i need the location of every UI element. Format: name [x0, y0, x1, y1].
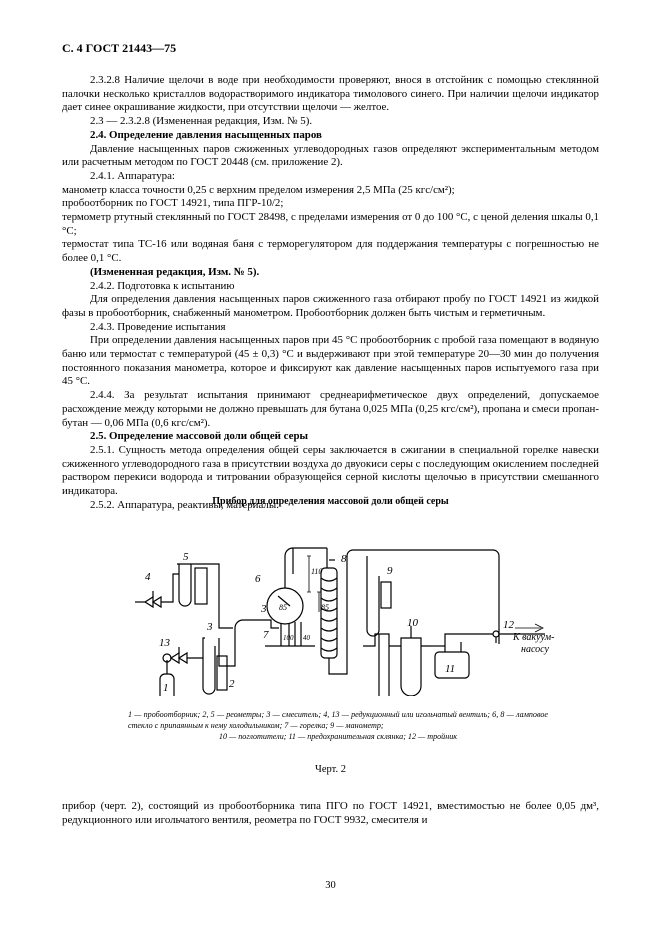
paragraph: 2.4. Определение давления насыщенных паров: [90, 128, 322, 141]
valve-4: [145, 591, 161, 607]
continuation-text: [62, 799, 599, 827]
dimension-label-85b: 85: [321, 603, 329, 612]
paragraph: Давление насыщенных паров сжиженных углеводородных газов определяют экспериментальным методом или расчетным методом по ГОСТ 20448 (см. приложение 2).: [62, 142, 599, 169]
paragraph: 2.3.2.8 Наличие щелочи в воде при необходимости проверяют, внося в отстойник с помощью стеклянной палочки несколько кристаллов водорастворимого индикатора тимолового синего. При наличии щелочи индикатор дает синее окрашивание жидкости, при отсутствии щелочи — желтое.: [62, 74, 599, 114]
vacuum-label-line1: К вакуум-: [513, 632, 555, 643]
paragraph: 2.3 — 2.3.2.8 (Измененная редакция, Изм. № 5).: [90, 115, 313, 128]
legend-line-2: 10 — поглотители; 11 — предохранительная склянка; 12 — тройник: [218, 732, 458, 741]
dimension-label-110: 110: [311, 567, 323, 576]
apparatus-diagram: [115, 516, 575, 696]
body-text: [62, 74, 599, 513]
paragraph: 2.5. Определение массовой доли общей серы: [90, 430, 309, 443]
label-7: 7: [263, 629, 269, 641]
label-8: 8: [341, 553, 347, 565]
mixer-3: [219, 620, 265, 666]
paragraph: пробоотборник по ГОСТ 14921, типа ПГР-10/2;: [62, 197, 284, 210]
vacuum-label-line2: насосу: [521, 644, 549, 655]
label-3b: 3: [261, 603, 267, 615]
label-5: 5: [183, 551, 189, 563]
lamp-glass-6: [267, 548, 327, 646]
dimension-label-85a: 85: [279, 603, 287, 612]
label-9: 9: [387, 565, 393, 577]
figure-title: Прибор для определения массовой доли общей серы: [212, 496, 449, 507]
label-13: 13: [159, 637, 170, 649]
paragraph: При определении давления насыщенных паров при 45 °С пробоотборник с пробой газа помещают в водяную баню или термостат с температурой (45 ± 0,3) °С и выдерживают при этой температуре 20—30 мин до получения постоянного показания манометра, которое и фиксируют как давление насыщенных паров испытуемого газа при 45 °С.: [62, 334, 599, 388]
reometer-2: [203, 646, 227, 694]
label-11: 11: [445, 663, 456, 675]
paragraph: 2.5.1. Сущность метода определения общей серы заключается в сжигании в специальной горелке навески сжиженного углеводородного газа в присутствии воздуха до двуокиси серы с последующим окислением последней раствором перекиси водорода и титровании образующейся серной кислоты щелочью в присутствии смешанного индикатора.: [62, 443, 599, 498]
pipe: [209, 564, 233, 628]
figure-legend: [128, 709, 548, 742]
dimension-label-40: 40: [303, 634, 310, 642]
page-header: С. 4 ГОСТ 21443—75: [62, 41, 177, 55]
legend-line-1: 1 — пробоотборник; 2, 5 — реометры; 3 — смеситель; 4, 13 — редукционный или игольчатый вентиль; 6, 8 — ламповое стекло с припаянным к нему холодильником; 7 — горелка; 9 — манометр;: [128, 710, 548, 730]
page-number: 30: [325, 880, 336, 891]
label-2: 2: [229, 678, 235, 690]
paragraph: 2.4.4. За результат испытания принимают среднеарифметическое двух определений, допускаемое расхождение между которыми не должно превышать для бутана 0,025 МПа (0,25 кгс/см²), пропана и смеси пропан-бутан — 0,06 МПа (0,6 кгс/см²).: [62, 389, 599, 429]
paragraph: 2.4.1. Аппаратура:: [90, 169, 175, 182]
paragraph: манометр класса точности 0,25 с верхним пределом измерения 2,5 МПа (25 кгс/см²);: [62, 183, 455, 196]
label-4: 4: [145, 571, 151, 583]
label-12: 12: [503, 619, 514, 631]
pipe: [265, 620, 279, 628]
paragraph: Для определения давления насыщенных паров сжиженного газа отбирают пробу по ГОСТ 14921 из жидкой фазы в пробоотборник, снабженный манометром. Пробоотборник должен быть чистым и герметичным.: [62, 293, 599, 319]
label-3a: 3: [207, 621, 213, 633]
paragraph-continuation: прибор (черт. 2), состоящий из пробоотборника типа ПГО по ГОСТ 14921, вместимостью не более 0,05 дм³, редукционного или игольчатого вентиля, реометра по ГОСТ 9932, смесителя и: [62, 800, 599, 826]
label-1: 1: [163, 682, 169, 694]
paragraph: (Измененная редакция, Изм. № 5).: [90, 265, 260, 278]
paragraph: термометр ртутный стеклянный по ГОСТ 28498, с пределами измерения от 0 до 100 °С, с ценой деления шкалы 0,1 °С;: [62, 211, 599, 237]
paragraph: 2.4.3. Проведение испытания: [90, 320, 226, 333]
figure-caption: Черт. 2: [315, 764, 346, 775]
label-10: 10: [407, 617, 418, 629]
label-6: 6: [255, 573, 261, 585]
dimension-label-100: 100: [283, 634, 294, 642]
paragraph: термостат типа ТС-16 или водяная баня с терморегулятором для поддержания температуры с погрешностью не более 0,1 °С.: [62, 238, 599, 265]
pipe: [187, 638, 205, 658]
paragraph: 2.5.2. Аппаратура, реактивы, материалы:: [90, 498, 280, 511]
pipe: [329, 550, 499, 674]
pipe: [161, 574, 179, 602]
valve-13: [171, 647, 187, 663]
reometer-5: [177, 564, 209, 606]
paragraph: 2.4.2. Подготовка к испытанию: [90, 279, 235, 292]
